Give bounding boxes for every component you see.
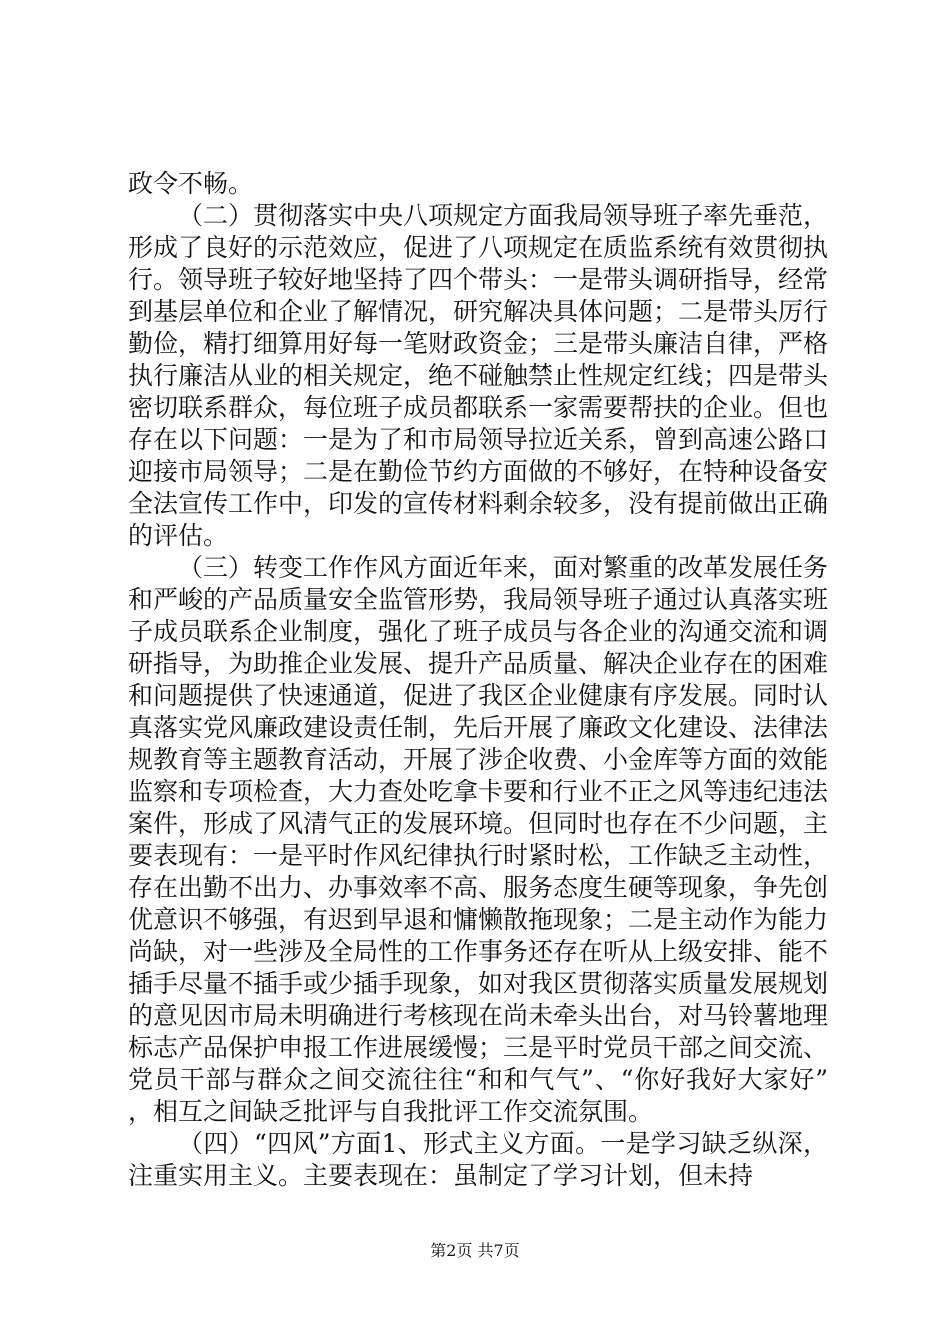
page-footer: 第2页 共7页 <box>430 1241 520 1260</box>
paragraph-section-four: （四）“四风”方面1、形式主义方面。一是学习缺乏纵深，注重实用主义。主要表现在：虽制定了学习计划，但未持 <box>128 1129 828 1190</box>
document-body <box>128 168 828 1192</box>
paragraph-section-three: （三）转变工作作风方面近年来，面对繁重的改革发展任务和严峻的产品质量安全监管形势，我局领导班子通过认真落实班子成员联系企业制度，强化了班子成员与各企业的沟通交流和调研指导，为助推企业发展、提升产品质量、解决企业存在的困难和问题提供了快速通道，促进了我区企业健康有序发展。同时认真落实党风廉政建设责任制，先后开展了廉政文化建设、法律法规教育等主题教育活动，开展了涉企收费、小金库等方面的效能监察和专项检查，大力查处吃拿卡要和行业不正之风等违纪违法案件，形成了风清气正的发展环境。但同时也存在不少问题，主要表现有：一是平时作风纪律执行时紧时松，工作缺乏主动性，存在出勤不出力、办事效率不高、服务态度生硬等现象，争先创优意识不够强，有迟到早退和慵懒散拖现象；二是主动作为能力尚缺，对一些涉及全局性的工作事务还存在听从上级安排、能不插手尽量不插手或少插手现象，如对我区贯彻落实质量发展规划的意见因市局未明确进行考核现在尚未牵头出台，对马铃薯地理标志产品保护申报工作进展缓慢；三是平时党员干部之间交流、党员干部与群众之间交流往往“和和气气”、“你好我好大家好”，相互之间缺乏批评与自我批评工作交流氛围。 <box>128 553 829 1126</box>
paragraph-section-two: （二）贯彻落实中央八项规定方面我局领导班子率先垂范，形成了良好的示范效应，促进了八项规定在质监系统有效贯彻执行。领导班子较好地坚持了四个带头：一是带头调研指导，经常到基层单位和企业了解情况，研究解决具体问题；二是带头厉行勤俭，精打细算用好每一笔财政资金；三是带头廉洁自律，严格执行廉洁从业的相关规定，绝不碰触禁止性规定红线；四是带头密切联系群众，每位班子成员都联系一家需要帮扶的企业。但也存在以下问题：一是为了和市局领导拉近关系，曾到高速公路口迎接市局领导；二是在勤俭节约方面做的不够好，在特种设备安全法宣传工作中，印发的宣传材料剩余较多，没有提前做出正确的评估。 <box>128 201 829 550</box>
paragraph-continuation: 政令不畅。 <box>128 169 254 198</box>
